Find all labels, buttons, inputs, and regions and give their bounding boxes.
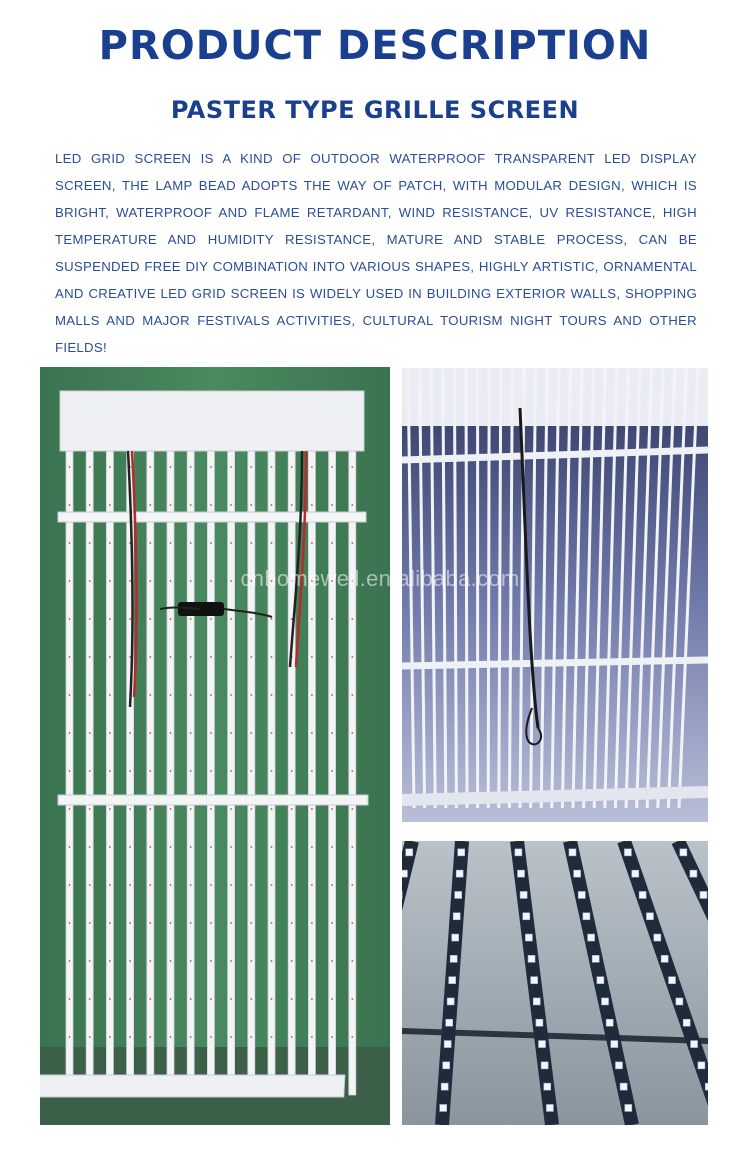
led-grille-panel-angled-photo	[402, 368, 708, 822]
watermark-text: cnhomewell.en.alibaba.com	[240, 566, 520, 591]
product-subtitle: PASTER TYPE GRILLE SCREEN	[170, 96, 580, 124]
led-strip-closeup-photo	[402, 841, 708, 1125]
page-title: PRODUCT DESCRIPTION	[98, 23, 652, 69]
led-grille-panel-front-photo	[40, 367, 390, 1125]
product-description: LED GRID SCREEN IS A KIND OF OUTDOOR WATERPROOF TRANSPARENT LED DISPLAY SCREEN, THE LAMP BEAD ADOPTS THE WAY OF PATCH, WITH MODULAR DESIGN, WHICH IS BRIGHT, WATERPROOF AND FLAME RETARDANT, WIND RESISTANCE, UV RESISTANCE, HIGH TEMPERATURE AND HUMIDITY RESISTANCE, MATURE AND STABLE PROCESS, CAN BE SUSPENDED FREE DIY COMBINATION INTO VARIOUS SHAPES, HIGHLY ARTISTIC, ORNAMENTAL AND CREATIVE LED GRID SCREEN IS WIDELY USED IN BUILDING EXTERIOR WALLS, SHOPPING MALLS AND MAJOR FESTIVALS ACTIVITIES, CULTURAL TOURISM NIGHT TOURS AND OTHER FIELDS!	[55, 151, 697, 355]
